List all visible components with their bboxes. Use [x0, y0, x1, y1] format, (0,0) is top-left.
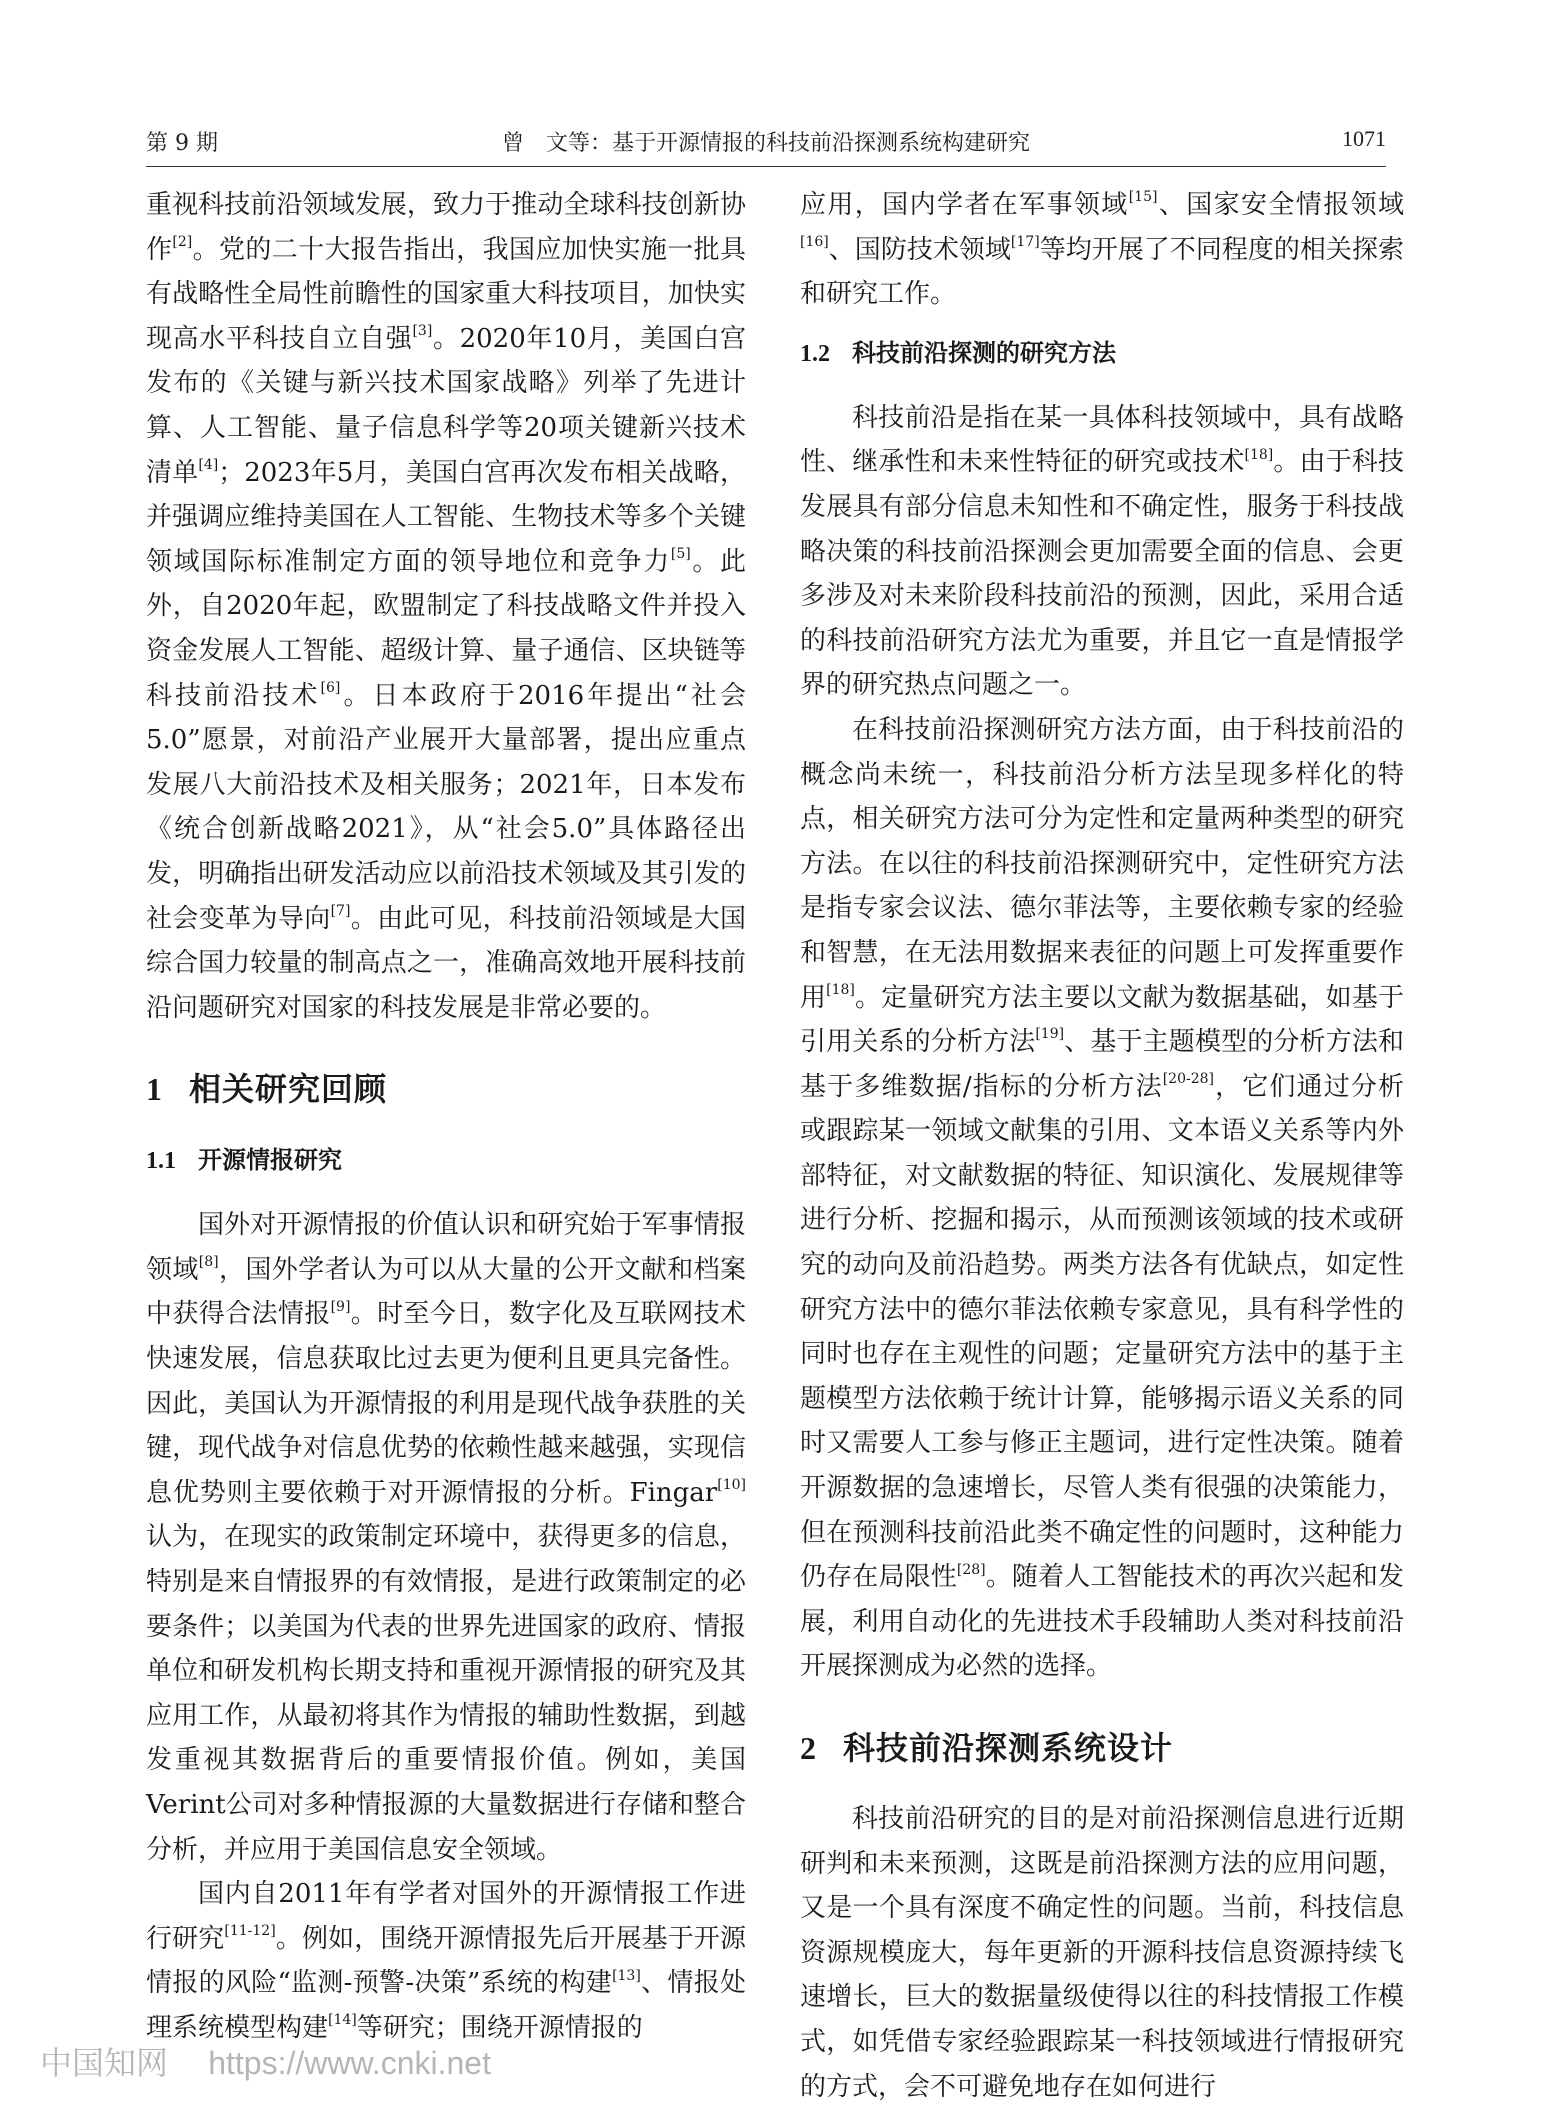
text: 。时至今日，数字化及互联网技术快速发展，信息获取比过去更为便利且更具完备性。因此，美国认为开源情报的利用是现代战争获胜的关键，现代战争对信息优势的依赖性越来越强，实现信息优势则主要依赖于对开源情报的分析。Fingar	[146, 1299, 746, 1508]
citation-ref: [10]	[717, 1477, 746, 1494]
text: 。党的二十大报告指出，我国应加快实施一批具有战略性全局性前瞻性的国家重大科技项目，加快实现高水平科技自立自强	[146, 234, 746, 354]
text: 科技前沿研究的目的是对前沿探测信息进行近期研判和未来预测，这既是前沿探测方法的应用问题，又是一个具有深度不确定性的问题。当前，科技信息资源规模庞大，每年更新的开源科技信息资源持续飞速增长，巨大的数据量级使得以往的科技情报工作模式，如凭借专家经验跟踪某一科技领域进行情报研究的方式，会不可避免地存在如何进行	[800, 1804, 1404, 2102]
section-number: 1	[146, 1071, 163, 1108]
text: 。由此可见，科技前沿领域是大国综合国力较量的制高点之一，准确高效地开展科技前沿问题研究对国家的科技发展是非常必要的。	[146, 903, 746, 1023]
citation-ref: [4]	[198, 456, 219, 473]
running-header	[146, 122, 1386, 167]
citation-ref: [2]	[172, 233, 193, 250]
text: ，国外学者认为可以从大量的公开文献和档案中获得合法情报	[146, 1254, 746, 1330]
citation-ref: [17]	[1010, 233, 1040, 250]
watermark-brand: 中国知网	[40, 2044, 169, 2082]
citation-ref: [5]	[670, 546, 691, 563]
citation-ref: [15]	[1128, 189, 1158, 206]
section-number: 2	[800, 1730, 817, 1766]
text: 。随着人工智能技术的再次兴起和发展，利用自动化的先进技术手段辅助人类对科技前沿开展探测成为必然的选择。	[800, 1562, 1404, 1682]
text: 。2020年10月，美国白宫发布的《关键与新兴技术国家战略》列举了先进计算、人工智能、量子信息科学等20项关键新兴技术清单	[146, 323, 746, 488]
text: 国内自2011年有学者对国外的开源情报工作进行研究	[146, 1879, 746, 1954]
citation-ref: [19]	[1035, 1026, 1065, 1043]
text: 。例如，围绕开源情报先后开展基于开源情报的风险“监测-预警-决策”系统的构建	[146, 1923, 746, 1999]
cnki-watermark	[40, 2038, 491, 2082]
text: 。日本政府于2016年提出“社会5.0”愿景，对前沿产业展开大量部署，提出应重点发展八大前沿技术及相关服务；2021年，日本发布《统合创新战略2021》，从“社会5.0”具体路径出发，明确指出研发活动应以前沿技术领域及其引发的社会变革为导向	[146, 680, 746, 934]
citation-ref: [3]	[412, 323, 433, 340]
paragraph	[800, 708, 1404, 1689]
subsection-title: 科技前沿探测的研究方法	[852, 338, 1116, 367]
section-title: 科技前沿探测系统设计	[843, 1729, 1174, 1767]
section-heading-2	[800, 1723, 1404, 1773]
text: 。定量研究方法主要以文献为数据基础，如基于引用关系的分析方法	[800, 982, 1404, 1058]
citation-ref: [14]	[328, 2012, 357, 2029]
text: 。此外，自2020年起，欧盟制定了科技战略文件并投入资金发展人工智能、超级计算、量子通信、区块链等科技前沿技术	[146, 546, 746, 711]
text: 应用，国内学者在军事领域	[800, 190, 1129, 220]
citation-ref: [8]	[198, 1254, 219, 1271]
text: 、基于主题模型的分析方法和基于多维数据/指标的分析方法	[800, 1027, 1404, 1102]
section-title: 相关研究回顾	[189, 1070, 388, 1109]
subsection-heading-1-2	[800, 331, 1404, 376]
text: ；2023年5月，美国白宫再次发布相关战略，并强调应维持美国在人工智能、生物技术等多个关键领域国际标准制定方面的领导地位和竞争力	[146, 457, 746, 577]
text: 、情报处理系统模型构建	[146, 1968, 746, 2043]
text: 。由于科技发展具有部分信息未知性和不确定性，服务于科技战略决策的科技前沿探测会更加需要全面的信息、会更多涉及对未来阶段科技前沿的预测，因此，采用合适的科技前沿研究方法尤为重要，并且它一直是情报学界的研究热点问题之一。	[800, 447, 1404, 701]
text: 重视科技前沿领域发展，致力于推动全球科技创新协作	[146, 190, 746, 265]
paragraph	[146, 1203, 746, 1872]
text: ，它们通过分析或跟踪某一领域文献集的引用、文本语义关系等内外部特征，对文献数据的特征、知识演化、发展规律等进行分析、挖掘和揭示，从而预测该领域的技术或研究的动向及前沿趋势。两类方法各有优缺点，如定性研究方法中的德尔菲法依赖专家意见，具有科学性的同时也存在主观性的问题；定量研究方法中的基于主题模型方法依赖于统计计算，能够揭示语义关系的同时又需要人工参与修正主题词，进行定性决策。随着开源数据的急速增长，尽管人类有很强的决策能力，但在预测科技前沿此类不确定性的问题时，这种能力仍存在局限性	[800, 1071, 1404, 1593]
text: 、国家安全情报领域	[1157, 190, 1404, 220]
section-heading-1	[146, 1064, 746, 1114]
paragraph	[800, 1797, 1404, 2109]
running-title: 曾 文等：基于开源情报的科技前沿探测系统构建研究	[501, 131, 1030, 156]
text: 国外对开源情报的价值认识和研究始于军事情报领域	[146, 1210, 746, 1285]
paragraph	[800, 183, 1404, 317]
citation-ref: [7]	[330, 902, 351, 919]
citation-ref: [28]	[956, 1561, 986, 1578]
text: 科技前沿是指在某一具体科技领域中，具有战略性、继承性和未来性特征的研究或技术	[800, 402, 1404, 478]
citation-ref: [18]	[826, 981, 855, 998]
text: 等均开展了不同程度的相关探索和研究工作。	[800, 234, 1404, 310]
citation-ref: [9]	[330, 1298, 351, 1315]
right-column	[800, 183, 1404, 2109]
citation-ref: [6]	[320, 679, 341, 696]
paragraph	[146, 1872, 746, 2050]
issue-label: 第 9 期	[146, 131, 218, 156]
citation-ref: [18]	[1244, 446, 1274, 463]
text: 认为，在现实的政策制定环境中，获得更多的信息，特别是来自情报界的有效情报，是进行政策制定的必要条件；以美国为代表的世界先进国家的政府、情报单位和研发机构长期支持和重视开源情报的研究及其应用工作，从最初将其作为情报的辅助性数据，到越发重视其数据背后的重要情报价值。例如，美国Verint公司对多种情报源的大量数据进行存储和整合分析，并应用于美国信息安全领域。	[146, 1522, 746, 1865]
citation-ref: [11-12]	[224, 1923, 276, 1940]
citation-ref: [16]	[800, 233, 829, 250]
page-number: 1071	[1342, 126, 1386, 151]
text: 等研究；围绕开源情报的	[356, 2012, 643, 2043]
citation-ref: [20-28]	[1162, 1071, 1215, 1088]
subsection-heading-1-1	[146, 1138, 746, 1183]
left-column	[146, 183, 746, 2051]
subsection-number: 1.2	[800, 340, 830, 367]
paragraph	[800, 396, 1404, 708]
text: 、国防技术领域	[828, 234, 1011, 265]
citation-ref: [13]	[612, 1967, 641, 1984]
watermark-url: https://www.cnki.net	[208, 2045, 491, 2081]
subsection-title: 开源情报研究	[198, 1146, 342, 1175]
text: 在科技前沿探测研究方法方面，由于科技前沿的概念尚未统一，科技前沿分析方法呈现多样化的特点，相关研究方法可分为定性和定量两种类型的研究方法。在以往的科技前沿探测研究中，定性研究方法是指专家会议法、德尔菲法等，主要依赖专家的经验和智慧，在无法用数据来表征的问题上可发挥重要作用	[800, 714, 1404, 1013]
subsection-number: 1.1	[146, 1148, 176, 1175]
paragraph	[146, 183, 746, 1030]
